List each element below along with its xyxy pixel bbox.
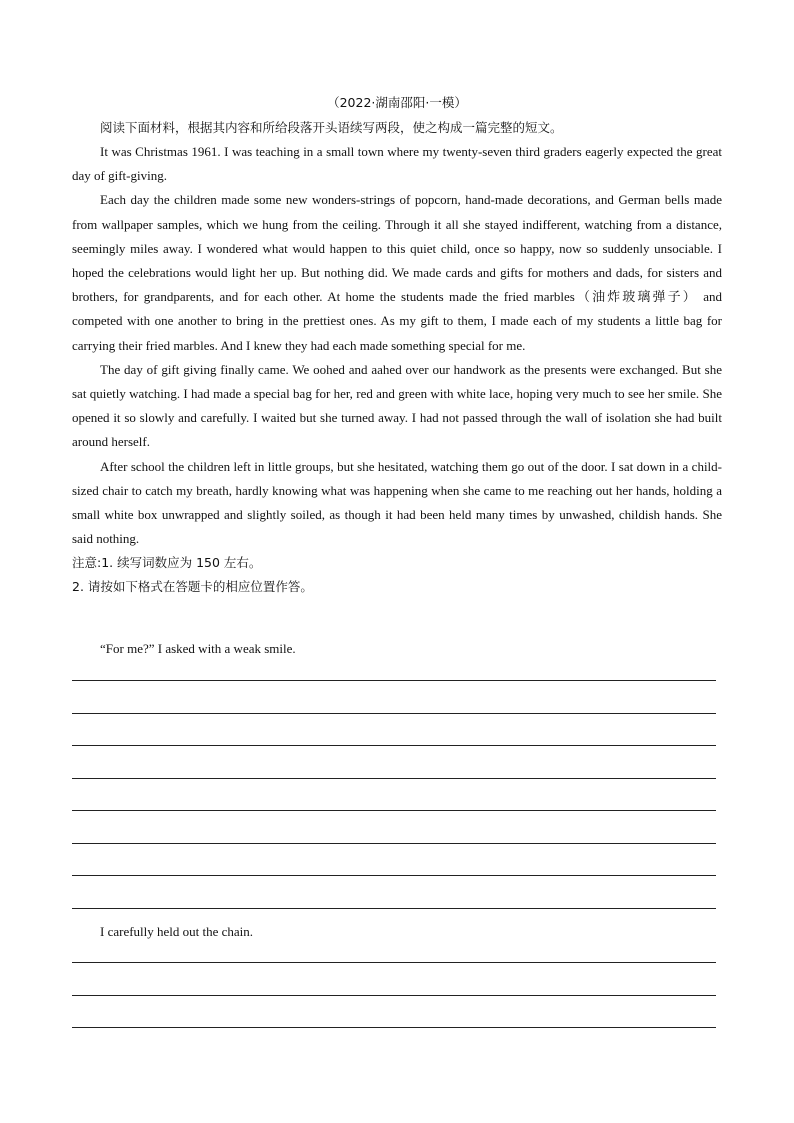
answer-line[interactable] (72, 962, 716, 963)
answer-line[interactable] (72, 995, 716, 996)
answer-lines-1[interactable] (72, 680, 716, 940)
answer-line[interactable] (72, 875, 716, 876)
passage-paragraph-4: After school the children left in little groups, but she hesitated, watching them go out of the door. I sat down in a child-sized chair to catch my breath, hardly knowing what was happening when she came to me reaching out her hands, holding a small white box unwrapped and slightly soiled, as though it had been held many times by unwashed, childish hands. She said nothing. (72, 458, 722, 547)
note-word-count: 注意:1. 续写词数应为 150 左右。 (72, 555, 262, 571)
answer-line[interactable] (72, 713, 716, 714)
note-format: 2. 请按如下格式在答题卡的相应位置作答。 (72, 579, 313, 595)
answer-line[interactable] (72, 908, 716, 909)
answer-line[interactable] (72, 843, 716, 844)
question-block (72, 92, 722, 599)
paragraph-opener-2: I carefully held out the chain. (100, 924, 254, 939)
passage-paragraph-1: It was Christmas 1961. I was teaching in a small town where my twenty-seven third graders eagerly expected the great day of gift-giving. (72, 144, 722, 184)
answer-line[interactable] (72, 778, 716, 779)
answer-line[interactable] (72, 680, 716, 681)
task-instruction: 阅读下面材料，根据其内容和所给段落开头语续写两段，使之构成一篇完整的短文。 (100, 120, 563, 135)
answer-lines-2[interactable] (72, 962, 716, 1060)
answer-line[interactable] (72, 1027, 716, 1028)
passage-paragraph-3: The day of gift giving finally came. We oohed and aahed over our handwork as the presents were exchanged. But she sat quietly watching. I had made a special bag for her, red and green with white lace, hoping very much to see her smile. She opened it so slowly and carefully. I waited but she turned away. I had not passed through the wall of isolation she had built around herself. (72, 361, 722, 450)
answer-line[interactable] (72, 810, 716, 811)
passage-paragraph-2: Each day the children made some new wonders-strings of popcorn, hand-made decorations, and German bells made from wallpaper samples, which we hung from the ceiling. Through it all she stayed indifferent, watching from a distance, seemingly miles away. I wondered what would happen to this quiet child, once so happy, now so suddenly unsociable. I hoped the celebrations would light her up. But nothing did. We made cards and gifts for mothers and dads, for sisters and brothers, for grandparents, and for each other. At home the students made the fried marbles（油炸玻璃弹子） and competed with one another to bring in the prettiest ones. As my gift to them, I made each of my students a little bag for carrying their fried marbles. And I knew they had each made something special for me. (72, 192, 722, 353)
question-source: （2022·湖南邵阳·一模） (327, 95, 467, 110)
answer-line[interactable] (72, 745, 716, 746)
paragraph-opener-1: “For me?” I asked with a weak smile. (100, 641, 296, 656)
